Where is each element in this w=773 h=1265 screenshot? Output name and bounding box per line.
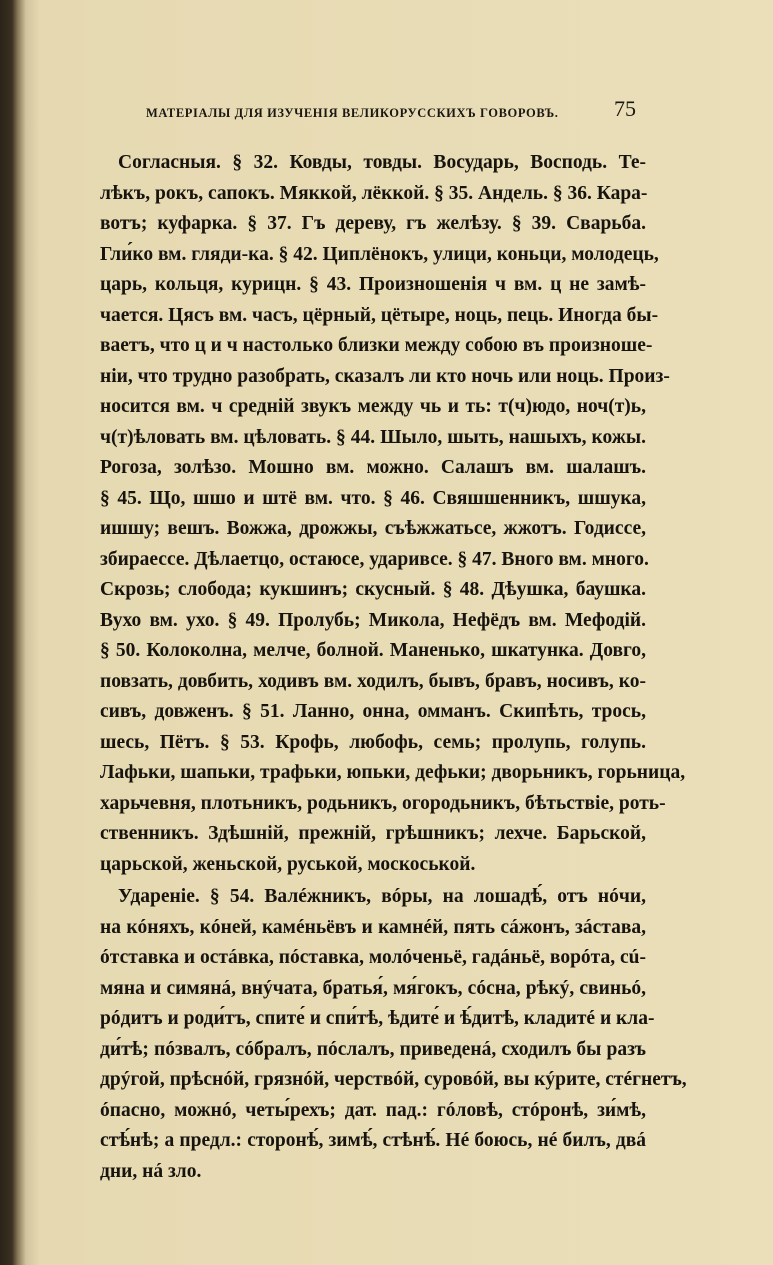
text-line: чается. Цясъ вм. часъ, цёрный, цётыре, ноць, пець. Иногда бы-: [100, 304, 659, 326]
text-line: óпасно, можнó, четы́рехъ; дат. пад.: гóловѣ, стóронѣ, зи́мѣ,: [100, 1099, 646, 1121]
text-line: збираессе. Дѣлаетцо, остаюсе, ударивсе. § 47. Вного вм. много.: [100, 548, 649, 570]
text-line: Гли́ко вм. гляди-ка. § 42. Циплёнокъ, улици, коньци, молодець,: [100, 243, 659, 265]
text-line: на кóняхъ, кóней, камéньёвъ и камнéй, пять сáжонъ, зáстава,: [100, 916, 646, 938]
page-header: [146, 96, 646, 136]
text-line: носится вм. ч средній звукъ между чь и ть: т(ч)юдо, ноч(т)ь,: [100, 396, 646, 417]
text-line: § 45. Що, шшо и штё вм. что. § 46. Свяшшенникъ, шшука,: [100, 487, 646, 509]
text-line: лѣкъ, рокъ, сапокъ. Мяккой, лёккой. § 35. Андель. § 36. Кара-: [100, 182, 648, 204]
paragraph-consonants: [100, 148, 686, 880]
text-line: сивъ, довженъ. § 51. Ланно, онна, омманъ. Скипѣть, трось,: [100, 701, 646, 722]
text-line: дни, нá зло.: [100, 1160, 202, 1182]
text-line: óтставка и остáвка, пóставка, молóченьё, гадáньё, ворóта, сú-: [100, 947, 646, 968]
text-line: рóдитъ и роди́тъ, спите́ и спи́тѣ, ѣдите́ и ѣ́дитѣ, кладитé и кла-: [100, 1008, 655, 1029]
text-line: Скрозь; слобода; кукшинъ; скусный. § 48. Дѣушка, баушка.: [100, 579, 646, 600]
paragraph-stress: [100, 882, 687, 1187]
page-body: [100, 148, 687, 1187]
text-line: Рогоза, золѣзо. Мошно вм. можно. Салашъ вм. шалашъ.: [100, 457, 646, 478]
page-number: 75: [614, 96, 636, 121]
text-line: дрýгой, прѣснóй, грязнóй, черствóй, суровóй, вы кýрите, стéгнетъ,: [100, 1069, 687, 1090]
text-line: царь, кольця, курицн. § 43. Произношенія ч вм. ц не замѣ-: [100, 274, 646, 295]
text-line: харьчевня, плотьникъ, родьникъ, огородьникъ, бѣтьствіе, роть-: [100, 792, 666, 814]
text-line: мяна и симянá, внýчата, братья́, мя́гокъ, сóсна, рѣкý, свиньó,: [100, 977, 646, 999]
text-line: шесь, Пётъ. § 53. Крофь, любофь, семь; пролупь, голупь.: [100, 731, 646, 753]
text-line: § 50. Колоколна, мелче, болной. Маненько, шкатунка. Довго,: [100, 640, 646, 661]
text-line: Вухо вм. ухо. § 49. Пролубь; Микола, Нефёдъ вм. Мефодій.: [100, 609, 646, 631]
text-line: ишшу; вешъ. Вожжа, дрожжы, съѣжжатьсе, жжотъ. Годиссе,: [100, 518, 646, 539]
text-line: ваетъ, что ц и ч настолько близки между собою въ произноше-: [100, 335, 653, 356]
text-line: ніи, что трудно разобрать, сказалъ ли кто ночь или ноць. Произ-: [100, 365, 670, 387]
text-line: царьской, женьской, руськой, москоськой.: [100, 853, 476, 875]
text-line: Лафьки, шапьки, трафьки, юпьки, дефьки; дворьникъ, горьница,: [100, 762, 686, 783]
text-line: вотъ; куфарка. § 37. Гъ дереву, гъ желѣзу. § 39. Сварьба.: [100, 213, 646, 234]
text-line: Удареніе. § 54. Валéжникъ, вóры, на лошадѣ́, отъ нóчи,: [118, 886, 646, 907]
text-line: ч(т)ѣловать вм. цѣловать. § 44. Шыло, шыть, нашыхъ, кожы.: [100, 426, 646, 448]
running-title: МАТЕРІАЛЫ ДЛЯ ИЗУЧЕНІЯ ВЕЛИКОРУССКИХЪ ГОВОРОВЪ.: [146, 106, 559, 120]
text-line: ди́тѣ; пóзвалъ, сóбралъ, пóслалъ, приведенá, сходилъ бы разъ: [100, 1038, 646, 1060]
text-line: Согласныя. § 32. Ковды, товды. Восударь, Восподь. Те-: [118, 152, 646, 173]
text-line: стѣ́нѣ; а предл.: сторонѣ́, зимѣ́, стѣнѣ́. Нé боюсь, нé билъ, двá: [100, 1130, 646, 1151]
text-line: ственникъ. Здѣшній, прежній, грѣшникъ; лехче. Барьской,: [100, 823, 646, 844]
text-line: повзать, довбить, ходивъ вм. ходилъ, бывъ, бравъ, носивъ, ко-: [100, 670, 646, 692]
